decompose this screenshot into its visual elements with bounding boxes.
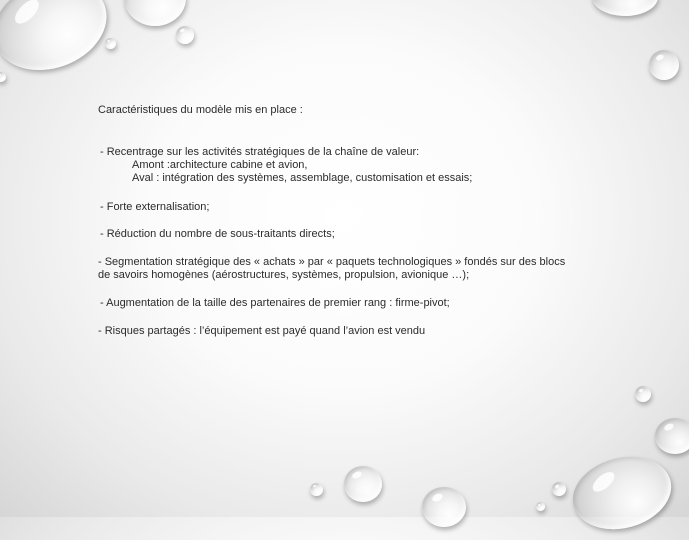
sub-item-amont: Amont :architecture cabine et avion,: [132, 159, 308, 171]
bullet-segmentation-line-2: de savoirs homogènes (aérostructures, systèmes, propulsion, avionique …);: [98, 269, 470, 281]
sub-item-aval: Aval : intégration des systèmes, assemblage, customisation et essais;: [132, 172, 473, 184]
bullet-externalisation: - Forte externalisation;: [100, 201, 210, 213]
bullet-recentrage: - Recentrage sur les activités stratégiques de la chaîne de valeur:: [100, 146, 420, 158]
bullet-segmentation-line-1: - Segmentation stratégique des « achats » par « paquets technologiques » fondés sur des blocs: [98, 256, 566, 268]
slide-heading-text: Caractéristiques du modèle mis en place :: [98, 104, 303, 116]
bullet-risques: - Risques partagés : l’équipement est payé quand l’avion est vendu: [98, 325, 426, 337]
bullet-augmentation: - Augmentation de la taille des partenaires de premier rang : firme-pivot;: [100, 297, 450, 309]
bullet-reduction: - Réduction du nombre de sous-traitants directs;: [100, 228, 335, 240]
